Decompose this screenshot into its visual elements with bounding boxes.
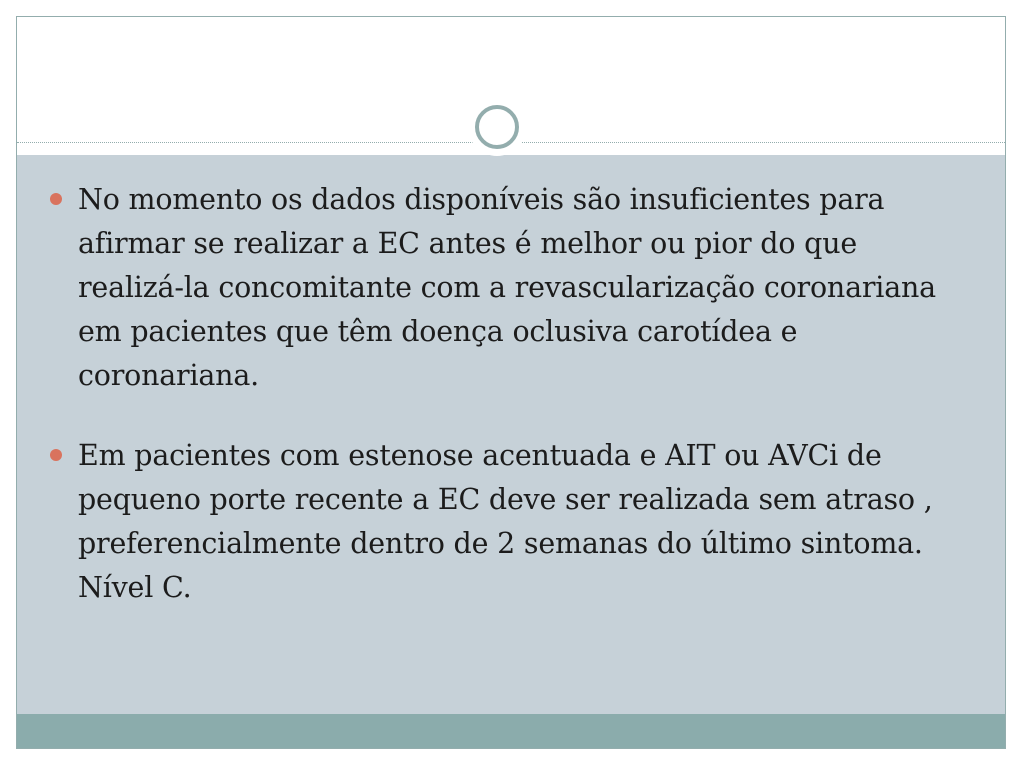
bullet-item (56, 434, 956, 610)
bullet-dot-icon (50, 193, 62, 205)
footer-bar (17, 714, 1005, 748)
bullet-text: Em pacientes com estenose acentuada e AIT ou AVCi de pequeno porte recente a EC deve ser realizada sem atraso , preferencialmente dentro de 2 semanas do último sintoma. Nível C. (78, 439, 933, 604)
bullet-item (56, 178, 956, 398)
bullet-list (56, 178, 956, 646)
bullet-dot-icon (50, 449, 62, 461)
circle-ornament-icon (468, 98, 526, 156)
ring-icon (475, 105, 519, 149)
bullet-text: No momento os dados disponíveis são insuficientes para afirmar se realizar a EC antes é melhor ou pior do que realizá-la concomitante com a revascularização coronariana em pacientes que têm doença oclusiva carotídea e coronariana. (78, 183, 936, 392)
